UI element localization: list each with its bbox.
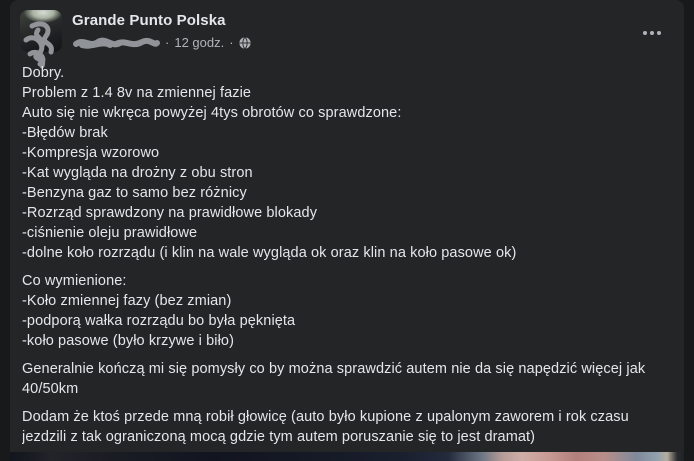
group-avatar-image [20,10,62,52]
post-text-line: -Rozrząd sprawdzony na prawidłowe blokady [22,205,318,221]
post-text-line: -Koło zmiennej fazy (bez zmian) [22,293,232,309]
group-name-link[interactable]: Grande Punto Polska [72,12,226,29]
post-text-line: -Błędów brak [22,125,108,141]
post-options-button[interactable] [634,19,670,47]
post-card [10,0,684,461]
post-meta [72,35,251,50]
post-text-line: Generalnie kończą mi się pomysły co by można sprawdzić autem nie da się napędzić więcej jak [22,361,646,377]
post-paragraph [22,63,674,263]
post-timestamp[interactable]: 12 godz. [174,35,225,50]
author-name-redaction-scribble[interactable] [72,36,160,50]
post-photo-attachment[interactable] [10,452,684,461]
post-text-line: -Benzyna gaz to samo bez różnicy [22,185,247,201]
ellipsis-icon [650,31,654,35]
post-text-line: Co wymienione: [22,273,127,289]
post-paragraph [22,271,674,351]
post-text-line: 40/50km [22,381,79,397]
meta-separator: · [229,35,234,50]
post-text-line: Auto się nie wkręca powyżej 4tys obrotów co sprawdzone: [22,105,402,121]
post-body [22,63,674,447]
post-text-line: -podporą wałka rozrządu bo była pęknięta [22,313,296,329]
post-text-line: -Kompresja wzorowo [22,145,160,161]
post-text-line: Dobry. [22,65,65,81]
post-text-line: -dolne koło rozrządu (i klin na wale wygląda ok oraz klin na koło pasowe ok) [22,245,517,261]
post-text-line: -Kat wygląda na drożny z obu stron [22,165,253,181]
post-paragraph [22,407,674,447]
post-text-line: Problem z 1.4 8v na zmiennej fazie [22,85,252,101]
group-avatar[interactable] [20,10,62,52]
post-paragraph [22,359,674,399]
post-text-line: Dodam że ktoś przede mną robił głowicę (auto było kupione z upalonym zaworem i rok czasu [22,409,629,425]
globe-icon [239,37,251,49]
post-text-line: -koło pasowe (było krzywe i biło) [22,333,235,349]
meta-separator: · [165,35,170,50]
ellipsis-icon [657,31,661,35]
post-text-line: jezdzili z tak ograniczoną mocą gdzie tym autem poruszanie się to jest dramat) [22,429,536,445]
post-header [10,0,684,54]
ellipsis-icon [643,31,647,35]
post-text-line: -ciśnienie oleju prawidłowe [22,225,198,241]
